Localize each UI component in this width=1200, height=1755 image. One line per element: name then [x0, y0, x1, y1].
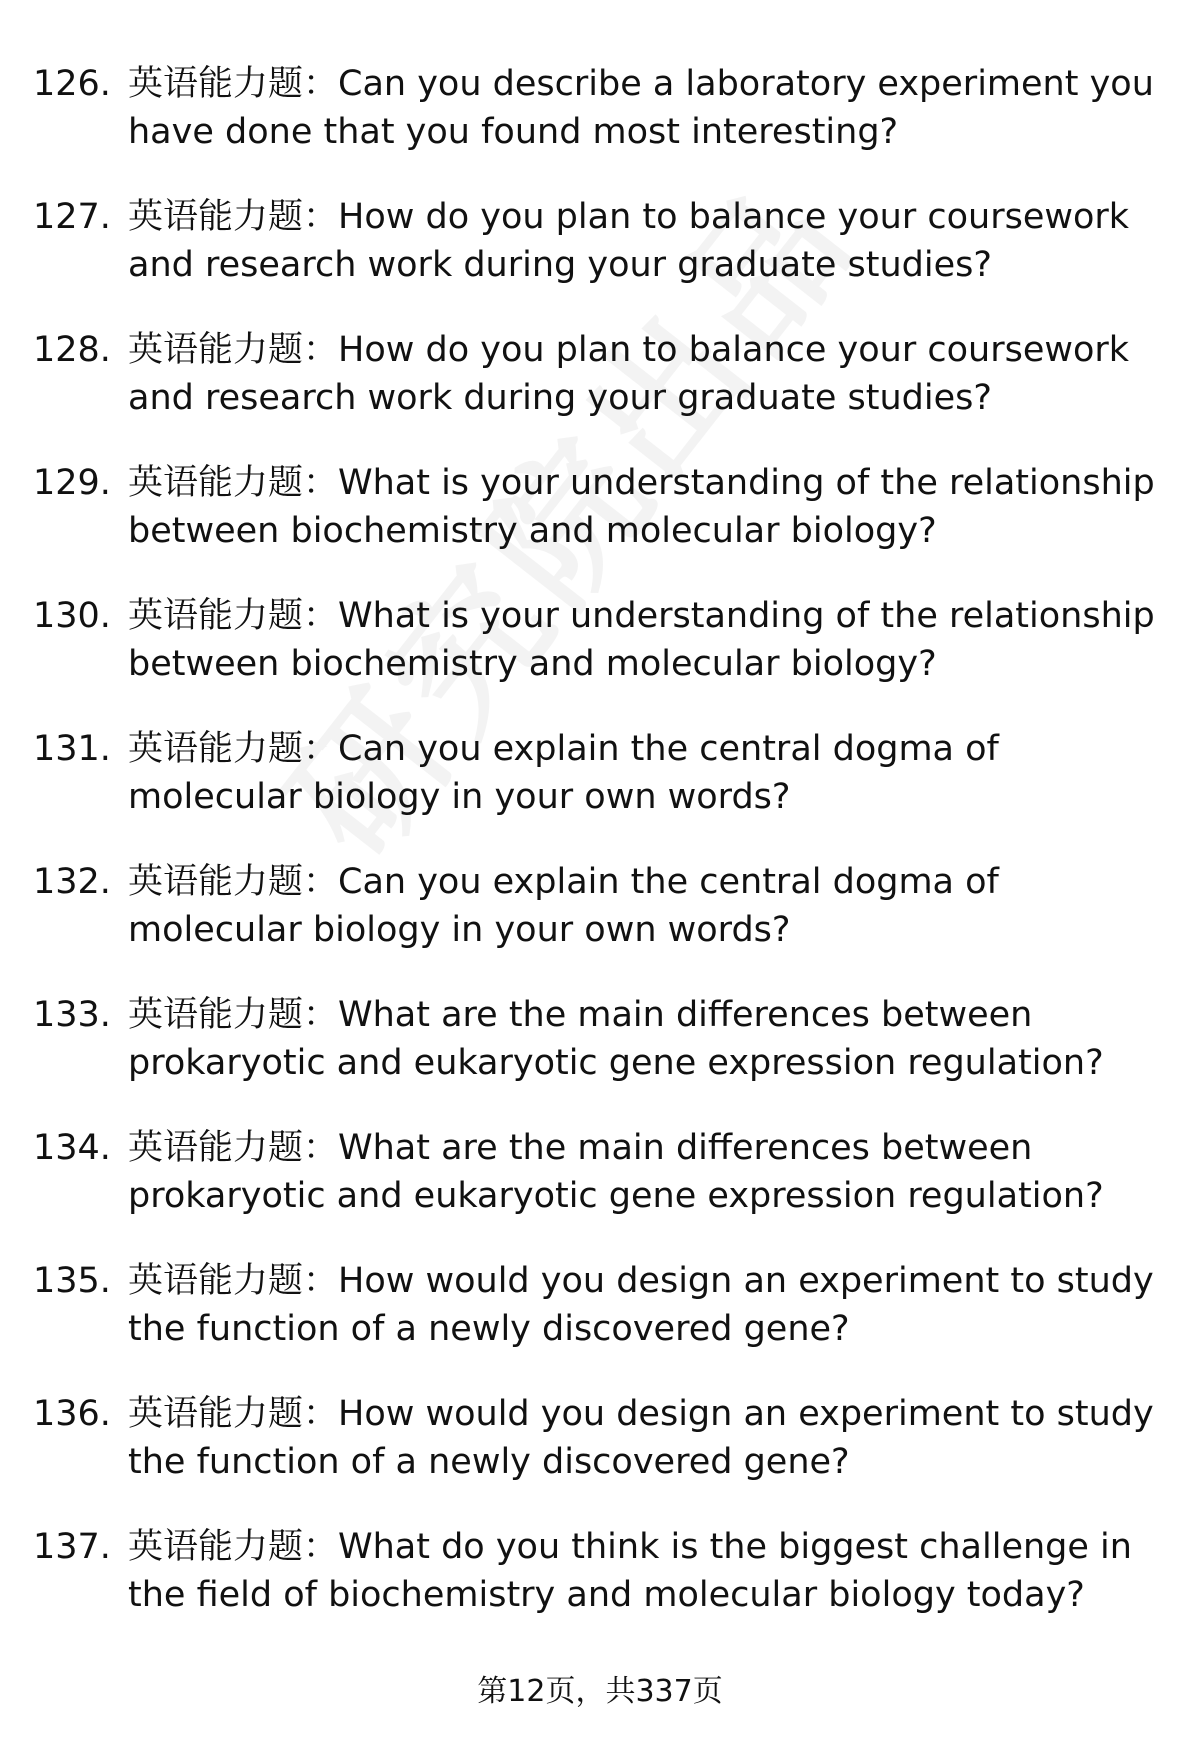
- question-number: 130.: [33, 596, 111, 636]
- question-line: the function of a newly discovered gene?: [128, 1309, 850, 1349]
- question-item: [0, 1257, 1200, 1390]
- question-line: prokaryotic and eukaryotic gene expression regulation?: [128, 1176, 1104, 1216]
- question-line: 英语能力题：Can you explain the central dogma of: [128, 729, 999, 769]
- question-line: between biochemistry and molecular biology?: [128, 511, 937, 551]
- question-text: [128, 1390, 1168, 1486]
- question-item: [0, 326, 1200, 459]
- question-line: 英语能力题：What are the main differences between: [128, 995, 1033, 1035]
- question-line: between biochemistry and molecular biology?: [128, 644, 937, 684]
- question-item: [0, 725, 1200, 858]
- question-item: [0, 1124, 1200, 1257]
- question-line: molecular biology in your own words?: [128, 777, 791, 817]
- question-number: 134.: [33, 1128, 111, 1168]
- question-line: 英语能力题：What are the main differences between: [128, 1128, 1033, 1168]
- question-number: 133.: [33, 995, 111, 1035]
- question-item: [0, 459, 1200, 592]
- question-item: [0, 858, 1200, 991]
- question-item: [0, 1390, 1200, 1523]
- question-text: [128, 326, 1168, 422]
- question-list: [0, 60, 1200, 1656]
- question-line: 英语能力题：How would you design an experiment to study: [128, 1261, 1154, 1301]
- question-number: 126.: [33, 64, 111, 104]
- question-line: prokaryotic and eukaryotic gene expression regulation?: [128, 1043, 1104, 1083]
- question-item: [0, 592, 1200, 725]
- question-line: 英语能力题：What is your understanding of the relationship: [128, 596, 1155, 636]
- page-footer: 第12页，共337页: [477, 1674, 723, 1709]
- question-line: 英语能力题：Can you describe a laboratory experiment you: [128, 64, 1154, 104]
- question-number: 129.: [33, 463, 111, 503]
- question-text: [128, 459, 1168, 555]
- question-text: [128, 60, 1168, 156]
- question-text: [128, 592, 1168, 688]
- question-number: 135.: [33, 1261, 111, 1301]
- question-line: 英语能力题：How do you plan to balance your coursework: [128, 330, 1130, 370]
- question-line: 英语能力题：What do you think is the biggest challenge in: [128, 1527, 1132, 1567]
- question-item: [0, 1523, 1200, 1656]
- question-text: [128, 725, 1168, 821]
- question-text: [128, 1523, 1168, 1619]
- question-line: 英语能力题：How do you plan to balance your coursework: [128, 197, 1130, 237]
- question-number: 131.: [33, 729, 111, 769]
- question-text: [128, 991, 1168, 1087]
- question-line: the field of biochemistry and molecular biology today?: [128, 1575, 1085, 1615]
- question-text: [128, 193, 1168, 289]
- question-number: 136.: [33, 1394, 111, 1434]
- question-text: [128, 1124, 1168, 1220]
- question-line: molecular biology in your own words?: [128, 910, 791, 950]
- question-text: [128, 1257, 1168, 1353]
- question-item: [0, 193, 1200, 326]
- question-number: 128.: [33, 330, 111, 370]
- question-line: 英语能力题：How would you design an experiment to study: [128, 1394, 1154, 1434]
- question-line: the function of a newly discovered gene?: [128, 1442, 850, 1482]
- question-line: have done that you found most interesting?: [128, 112, 899, 152]
- question-item: [0, 991, 1200, 1124]
- question-number: 127.: [33, 197, 111, 237]
- question-line: 英语能力题：Can you explain the central dogma of: [128, 862, 999, 902]
- question-text: [128, 858, 1168, 954]
- question-line: and research work during your graduate studies?: [128, 245, 992, 285]
- question-number: 132.: [33, 862, 111, 902]
- question-line: and research work during your graduate studies?: [128, 378, 992, 418]
- question-item: [0, 60, 1200, 193]
- question-number: 137.: [33, 1527, 111, 1567]
- question-line: 英语能力题：What is your understanding of the relationship: [128, 463, 1155, 503]
